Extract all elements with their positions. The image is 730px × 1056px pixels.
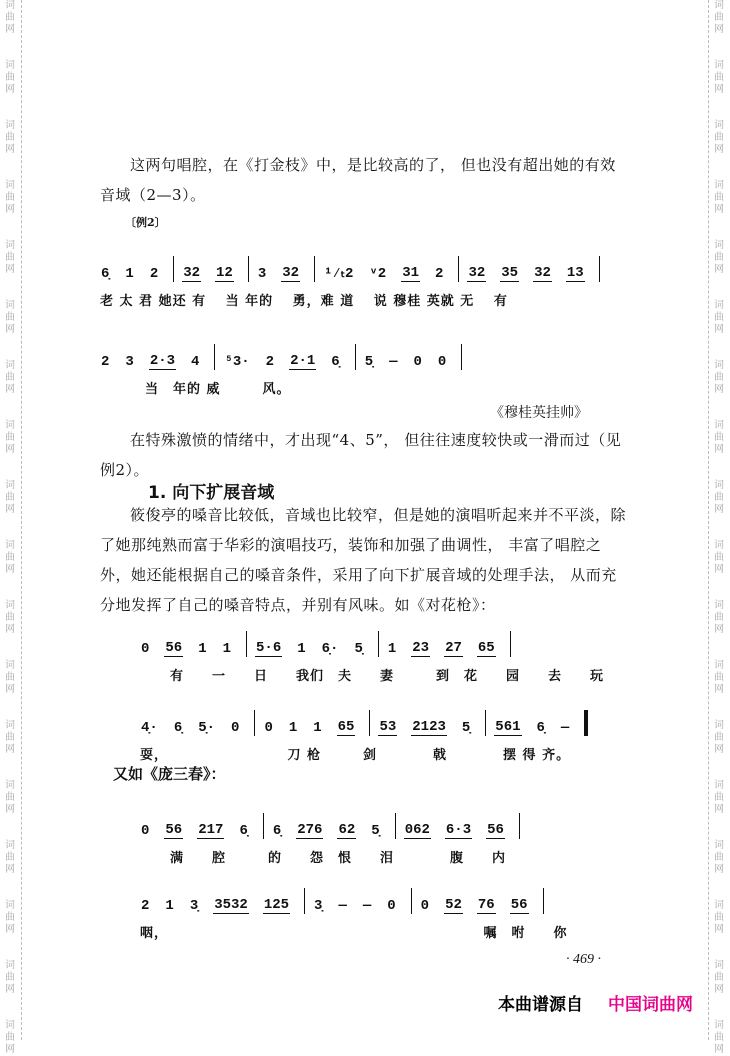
source-site-link[interactable]: 中国词曲网 — [608, 995, 693, 1015]
lyrics: 耍， 刀 枪 剑 戟 摆 得 齐。 — [140, 748, 571, 763]
bar-line — [355, 344, 356, 370]
bar-line — [599, 256, 600, 282]
watermark-text: 词 曲 网 — [714, 120, 724, 155]
dashed-divider — [21, 0, 22, 1040]
watermark-text: 词 曲 网 — [5, 0, 15, 35]
note: 0 — [420, 898, 430, 914]
watermark-text: 词 曲 网 — [5, 660, 15, 695]
note: 6̣ — [536, 720, 545, 736]
note: 56 — [487, 822, 504, 838]
note: — — [560, 720, 570, 736]
note: 1 — [125, 266, 134, 282]
note: 6̣ — [173, 720, 183, 736]
example2-line1 — [100, 258, 640, 318]
notation — [100, 258, 608, 282]
bar-line — [173, 256, 174, 282]
watermark-text: 词 曲 网 — [5, 60, 15, 95]
note: 23 — [412, 640, 430, 656]
watermark-text: 词 曲 网 — [714, 180, 724, 215]
bar-line — [510, 631, 511, 657]
note: 6̣ — [331, 354, 340, 370]
note: 2 — [101, 354, 110, 370]
note: 5̣ — [371, 823, 380, 839]
note: 0 — [141, 641, 150, 657]
watermark-text: 词 曲 网 — [5, 360, 15, 395]
note: 3 — [257, 266, 267, 282]
watermark-text: 词 曲 网 — [714, 60, 724, 95]
bar-line — [543, 888, 544, 914]
watermark-text: 词 曲 网 — [714, 840, 724, 875]
note: 62 — [338, 822, 356, 838]
note: 5̣ — [461, 720, 471, 736]
note: 561 — [495, 719, 521, 735]
dashed-divider — [708, 0, 709, 1040]
note: 125 — [263, 897, 290, 913]
note: 1 — [387, 641, 397, 657]
note: 0 — [437, 354, 447, 370]
section-heading: 1. 向下扩展音域 — [148, 483, 275, 503]
paragraph-2: 在特殊激愤的情绪中，才出现“4、5”， 但往往速度较快或一滑而过（见例2）。 — [100, 431, 622, 479]
bar-line — [485, 710, 486, 736]
watermark-text: 词 曲 网 — [714, 240, 724, 275]
note: 0 — [387, 898, 396, 914]
lyrics: 咽， 嘱 咐 你 — [140, 926, 568, 941]
note: 3532 — [214, 897, 248, 913]
note: 2 — [149, 266, 159, 282]
note: 56 — [165, 822, 183, 838]
bar-line — [519, 813, 520, 839]
note: 53 — [379, 719, 397, 735]
note: 3̣ — [189, 898, 199, 914]
note: 5̣ — [364, 354, 374, 370]
watermark-text: 词 曲 网 — [5, 540, 15, 575]
bar-line — [304, 888, 305, 914]
paragraph-1: 这两句唱腔，在《打金枝》中，是比较高的了， 但也没有超出她的有效音域（2—3）。 — [100, 156, 616, 204]
paragraph-3: 筱俊亭的嗓音比较低，音域也比较窄，但是她的演唱听起来并不平淡，除了她那纯熟而富于华彩的演唱技巧，装饰和加强了曲调性， 丰富了唱腔之外，她还能根据自己的嗓音条件，采用了向下扩展音域的处理手法， 从而充分地发挥了自己的嗓音特点，并别有风味。如《对花枪》： — [100, 506, 627, 614]
bar-line — [411, 888, 412, 914]
watermark-text: 词 曲 网 — [714, 0, 724, 35]
bar-line — [214, 344, 215, 370]
source-label: 本曲谱源自 — [498, 995, 583, 1015]
note: 5·6 — [256, 640, 282, 656]
note: 35 — [501, 265, 519, 281]
note: 6̣· — [321, 641, 339, 657]
watermark-text: 词 曲 网 — [714, 480, 724, 515]
watermark-text: 词 曲 网 — [5, 900, 15, 935]
bar-line — [263, 813, 264, 839]
note: 276 — [297, 822, 323, 838]
watermark-text: 词 曲 网 — [714, 900, 724, 935]
note: 6̣ — [101, 266, 110, 282]
note: 6̣ — [272, 823, 282, 839]
watermark-text: 词 曲 网 — [714, 420, 724, 455]
note: 3̣ — [314, 898, 323, 914]
note: 32 — [282, 265, 300, 281]
note: ⁵3· — [224, 354, 250, 370]
example2-line2 — [100, 346, 640, 406]
note: 3 — [125, 354, 134, 370]
watermark-text: 词 曲 网 — [714, 300, 724, 335]
duihuaqiang-line1 — [140, 633, 680, 693]
watermark-text: 词 曲 网 — [714, 720, 724, 755]
lyrics: 满 腔 的 怨 恨 泪 腹 内 — [170, 851, 507, 866]
bar-line — [254, 710, 255, 736]
watermark-text: 词 曲 网 — [714, 660, 724, 695]
notation — [140, 633, 519, 657]
note: 56 — [510, 897, 528, 913]
watermark-text: 词 曲 网 — [5, 240, 15, 275]
page-number: · 469 · — [566, 952, 601, 967]
watermark-text: 词 曲 网 — [714, 1020, 724, 1055]
watermark-text: 词 曲 网 — [5, 720, 15, 755]
note: 062 — [404, 822, 430, 838]
note: 1 — [297, 641, 306, 657]
note: 2·3 — [149, 353, 176, 369]
note: 2 — [435, 266, 444, 282]
note: 5̣ — [354, 641, 363, 657]
note: 2 — [265, 354, 275, 370]
watermark-text: 词 曲 网 — [714, 780, 724, 815]
note: 1 — [313, 720, 322, 736]
watermark-text: 词 曲 网 — [5, 960, 15, 995]
watermark-text: 词 曲 网 — [714, 600, 724, 635]
bar-line — [246, 631, 247, 657]
watermark-text: 词 曲 网 — [5, 480, 15, 515]
note: 52 — [445, 897, 462, 913]
note: 6·3 — [445, 822, 472, 838]
note: 4̣· — [141, 720, 158, 736]
example-label: 〔例2〕 — [125, 216, 166, 229]
note: 2123 — [412, 719, 446, 735]
watermark-text: 词 曲 网 — [5, 840, 15, 875]
note: 12 — [216, 265, 233, 281]
note: 5̣· — [198, 720, 216, 736]
watermark-text: 词 曲 网 — [714, 360, 724, 395]
note: 1 — [198, 641, 207, 657]
notation — [100, 346, 470, 370]
watermark-text: 词 曲 网 — [714, 960, 724, 995]
note: 32 — [183, 265, 201, 281]
note: 1 — [165, 898, 174, 914]
bar-line — [314, 256, 315, 282]
watermark-text: 词 曲 网 — [714, 540, 724, 575]
note: 76 — [477, 897, 495, 913]
note: 2·1 — [290, 353, 316, 369]
watermark-text: 词 曲 网 — [5, 180, 15, 215]
note: 32 — [534, 265, 551, 281]
note: 0 — [231, 720, 240, 736]
bar-line — [378, 631, 379, 657]
intro-pangsanchun: 又如《庞三春》： — [113, 765, 226, 783]
watermark-right — [700, 0, 730, 1055]
note: 56 — [165, 640, 183, 656]
watermark-text: 词 曲 网 — [5, 600, 15, 635]
note: 6̣ — [239, 823, 248, 839]
watermark-left — [0, 0, 30, 1055]
lyrics: 老 太 君 她还 有 当 年的 勇，难 道 说 穆桂 英就 无 有 — [100, 294, 508, 309]
pangsanchun-line1 — [140, 815, 680, 875]
note: 4 — [191, 354, 200, 370]
note: 0 — [413, 354, 422, 370]
note: 13 — [566, 265, 584, 281]
note: 2 — [141, 898, 150, 914]
note: 0 — [141, 823, 150, 839]
lyrics: 当 年的 威 风。 — [145, 382, 291, 397]
note: 65 — [477, 640, 495, 656]
bar-line — [369, 710, 370, 736]
pangsanchun-line2 — [140, 890, 680, 950]
notation — [140, 890, 552, 914]
watermark-text: 词 曲 网 — [5, 1020, 15, 1055]
note: 32 — [468, 265, 486, 281]
watermark-text: 词 曲 网 — [5, 300, 15, 335]
watermark-text: 词 曲 网 — [5, 120, 15, 155]
note: — — [389, 354, 398, 370]
bar-line — [461, 344, 462, 370]
bar-line — [584, 710, 588, 736]
note: ¹⁄ₜ2 — [324, 266, 354, 282]
attribution: 《穆桂英挂帅》 — [490, 405, 588, 421]
note: — — [362, 898, 372, 914]
bar-line — [458, 256, 459, 282]
note: 1 — [288, 720, 298, 736]
bar-line — [248, 256, 249, 282]
note: 65 — [337, 719, 355, 735]
note: 1 — [222, 641, 232, 657]
notation — [140, 815, 528, 839]
note: — — [338, 898, 347, 914]
lyrics: 有 一 日 我们 夫 妻 到 花 园 去 玩 — [170, 669, 605, 684]
notation — [140, 712, 596, 736]
watermark-text: 词 曲 网 — [5, 420, 15, 455]
note: 217 — [198, 822, 224, 838]
note: 0 — [264, 720, 273, 736]
note: ᵛ2 — [369, 266, 387, 282]
bar-line — [395, 813, 396, 839]
note: 27 — [445, 640, 462, 656]
watermark-text: 词 曲 网 — [5, 780, 15, 815]
note: 31 — [402, 265, 420, 281]
